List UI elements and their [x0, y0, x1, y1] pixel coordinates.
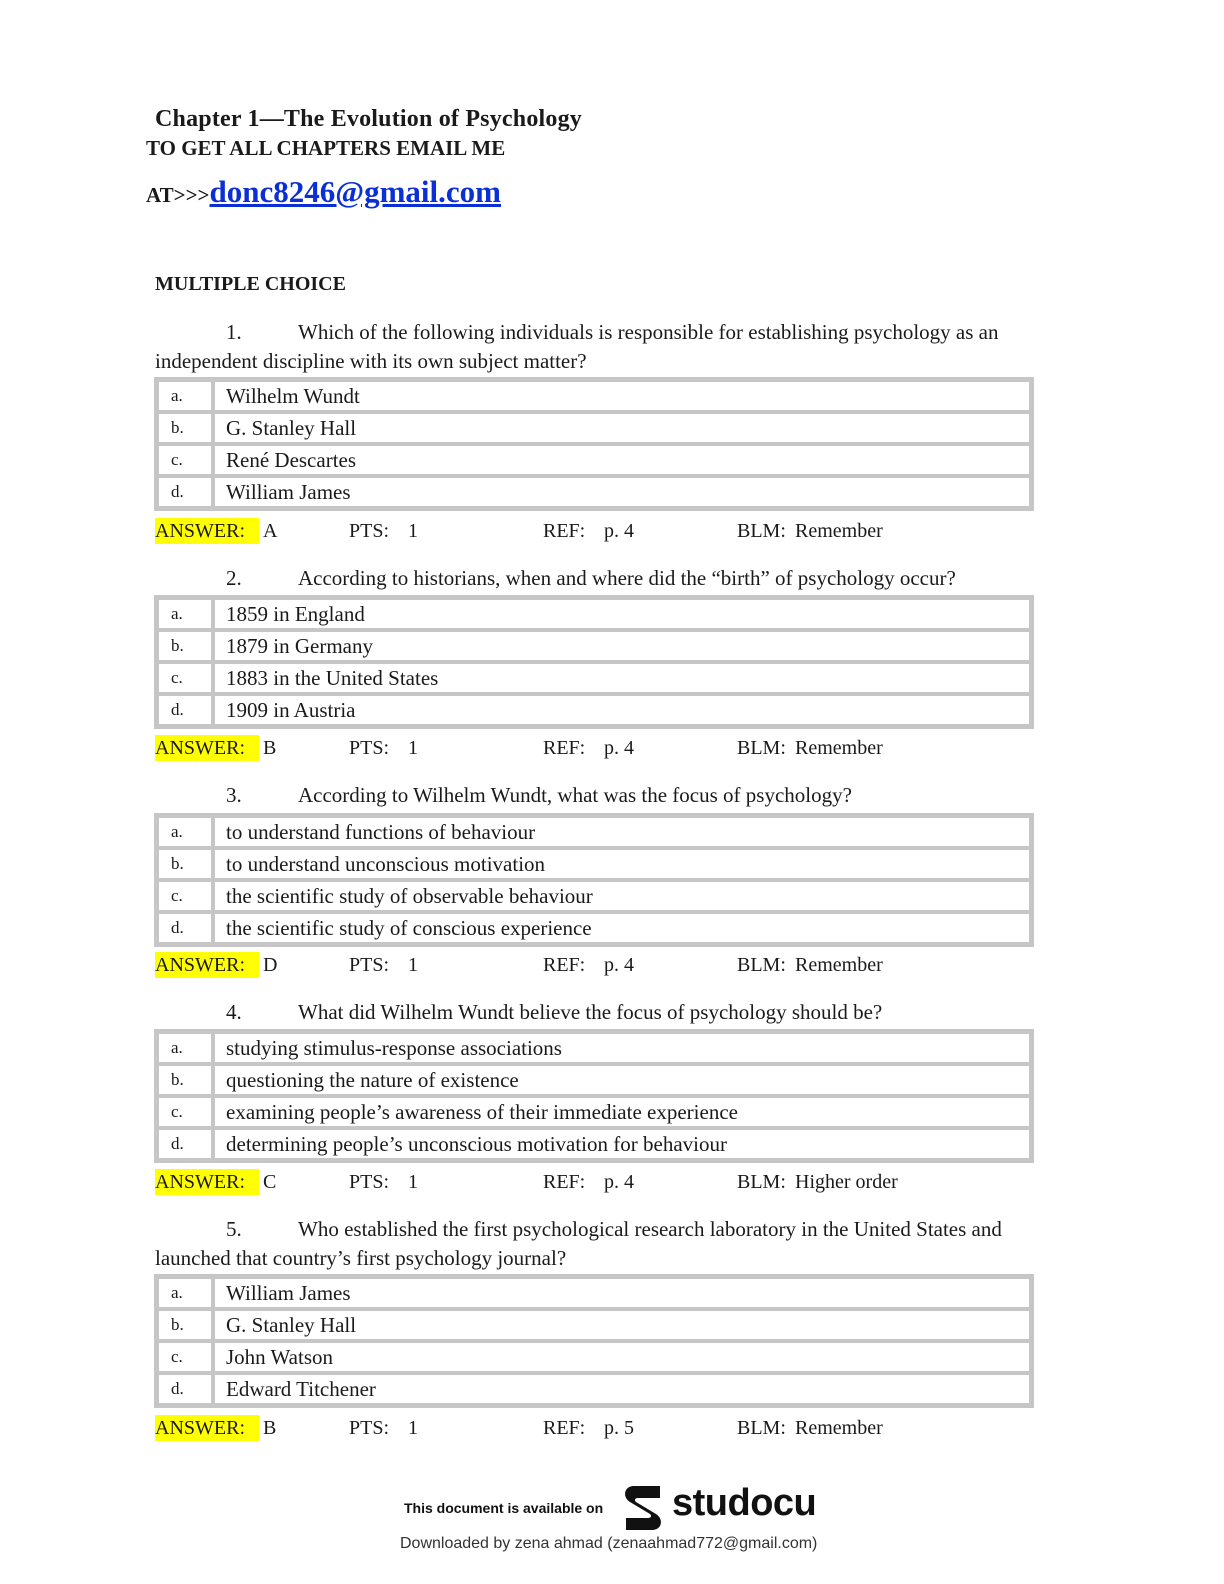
option-letter: a.	[157, 816, 213, 848]
option-text: René Descartes	[213, 444, 1031, 476]
answer-value: B	[263, 737, 277, 759]
ref-value: p. 5	[604, 1417, 634, 1439]
pts-label: PTS:	[349, 737, 390, 759]
option-text: the scientific study of observable behaviour	[213, 880, 1031, 912]
option-row[interactable]	[157, 694, 1031, 726]
pts-value: 1	[408, 1171, 418, 1193]
answer-value: C	[263, 1171, 277, 1193]
question-number: 4.	[226, 1000, 242, 1024]
section-heading: MULTIPLE CHOICE	[155, 273, 346, 295]
ref-value: p. 4	[604, 520, 634, 542]
option-row[interactable]	[157, 1032, 1031, 1064]
ref-label: REF:	[543, 737, 586, 759]
option-letter: c.	[157, 880, 213, 912]
option-row[interactable]	[157, 444, 1031, 476]
option-text: the scientific study of conscious experience	[213, 912, 1031, 944]
options-table-3	[154, 813, 1034, 947]
studocu-logo-icon[interactable]	[620, 1484, 666, 1532]
option-text: 1883 in the United States	[213, 662, 1031, 694]
blm-value: Remember	[795, 737, 883, 759]
question-2	[155, 564, 1035, 593]
pts-value: 1	[408, 520, 418, 542]
option-text: G. Stanley Hall	[213, 412, 1031, 444]
email-prefix: AT>>>	[146, 183, 210, 207]
studocu-brand[interactable]: studocu	[672, 1482, 817, 1524]
option-text: 1859 in England	[213, 598, 1031, 630]
ref-value: p. 4	[604, 1171, 634, 1193]
ref-label: REF:	[543, 1171, 586, 1193]
pts-label: PTS:	[349, 1171, 390, 1193]
email-line	[146, 174, 501, 210]
option-letter: d.	[157, 1128, 213, 1160]
option-row[interactable]	[157, 1064, 1031, 1096]
option-row[interactable]	[157, 476, 1031, 508]
pts-label: PTS:	[349, 954, 390, 976]
option-letter: c.	[157, 1096, 213, 1128]
options-table-1	[154, 377, 1034, 511]
option-text: John Watson	[213, 1341, 1031, 1373]
option-text: 1909 in Austria	[213, 694, 1031, 726]
pts-value: 1	[408, 737, 418, 759]
ref-label: REF:	[543, 954, 586, 976]
option-letter: a.	[157, 1277, 213, 1309]
question-number: 2.	[226, 566, 242, 590]
option-row[interactable]	[157, 598, 1031, 630]
answer-label: ANSWER:	[155, 518, 259, 544]
question-text: According to historians, when and where did the “birth” of psychology occur?	[298, 566, 956, 590]
blm-label: BLM:	[737, 954, 786, 976]
option-text: studying stimulus-response associations	[213, 1032, 1031, 1064]
option-letter: c.	[157, 444, 213, 476]
ref-label: REF:	[543, 520, 586, 542]
option-row[interactable]	[157, 848, 1031, 880]
question-1	[155, 318, 1035, 376]
question-number: 1.	[226, 320, 242, 344]
footer-downloaded-by: Downloaded by zena ahmad (zenaahmad772@gmail.com)	[400, 1535, 818, 1552]
footer-available-text: This document is available on	[404, 1500, 604, 1516]
option-row[interactable]	[157, 662, 1031, 694]
option-text: examining people’s awareness of their immediate experience	[213, 1096, 1031, 1128]
option-text: 1879 in Germany	[213, 630, 1031, 662]
option-text: to understand unconscious motivation	[213, 848, 1031, 880]
answer-value: A	[263, 520, 278, 542]
option-letter: b.	[157, 630, 213, 662]
question-3	[155, 781, 1035, 810]
option-letter: c.	[157, 662, 213, 694]
option-text: G. Stanley Hall	[213, 1309, 1031, 1341]
blm-label: BLM:	[737, 737, 786, 759]
blm-value: Higher order	[795, 1171, 898, 1193]
option-row[interactable]	[157, 1096, 1031, 1128]
option-letter: c.	[157, 1341, 213, 1373]
option-letter: d.	[157, 912, 213, 944]
blm-label: BLM:	[737, 1417, 786, 1439]
option-letter: d.	[157, 476, 213, 508]
option-row[interactable]	[157, 412, 1031, 444]
pts-value: 1	[408, 954, 418, 976]
question-text: What did Wilhelm Wundt believe the focus of psychology should be?	[298, 1000, 883, 1024]
option-row[interactable]	[157, 816, 1031, 848]
pts-value: 1	[408, 1417, 418, 1439]
option-row[interactable]	[157, 912, 1031, 944]
answer-label: ANSWER:	[155, 952, 259, 978]
option-row[interactable]	[157, 1373, 1031, 1405]
option-row[interactable]	[157, 1277, 1031, 1309]
answer-value: B	[263, 1417, 277, 1439]
option-letter: a.	[157, 380, 213, 412]
option-row[interactable]	[157, 1341, 1031, 1373]
options-table-2	[154, 595, 1034, 729]
option-row[interactable]	[157, 630, 1031, 662]
option-letter: a.	[157, 598, 213, 630]
pts-label: PTS:	[349, 1417, 390, 1439]
blm-value: Remember	[795, 520, 883, 542]
option-row[interactable]	[157, 880, 1031, 912]
pts-label: PTS:	[349, 520, 390, 542]
options-table-5	[154, 1274, 1034, 1408]
blm-value: Remember	[795, 954, 883, 976]
option-text: William James	[213, 1277, 1031, 1309]
option-text: William James	[213, 476, 1031, 508]
option-row[interactable]	[157, 1309, 1031, 1341]
option-text: determining people’s unconscious motivation for behaviour	[213, 1128, 1031, 1160]
option-letter: b.	[157, 412, 213, 444]
question-text: Which of the following individuals is responsible for establishing psychology as an independent discipline with its own subject matter?	[155, 320, 999, 373]
ref-label: REF:	[543, 1417, 586, 1439]
email-link[interactable]: donc8246@gmail.com	[209, 174, 501, 209]
question-number: 3.	[226, 783, 242, 807]
question-5	[155, 1215, 1035, 1273]
question-number: 5.	[226, 1217, 242, 1241]
ref-value: p. 4	[604, 737, 634, 759]
promo-line: TO GET ALL CHAPTERS EMAIL ME	[146, 136, 506, 160]
question-text: Who established the first psychological research laboratory in the United States and launched that country’s first psychology journal?	[155, 1217, 1002, 1270]
option-letter: a.	[157, 1032, 213, 1064]
blm-label: BLM:	[737, 1171, 786, 1193]
chapter-title: Chapter 1—The Evolution of Psychology	[155, 106, 582, 132]
option-letter: b.	[157, 848, 213, 880]
option-letter: b.	[157, 1064, 213, 1096]
options-table-4	[154, 1029, 1034, 1163]
option-text: Wilhelm Wundt	[213, 380, 1031, 412]
answer-label: ANSWER:	[155, 1169, 259, 1195]
option-row[interactable]	[157, 1128, 1031, 1160]
option-text: questioning the nature of existence	[213, 1064, 1031, 1096]
blm-value: Remember	[795, 1417, 883, 1439]
option-row[interactable]	[157, 380, 1031, 412]
question-4	[155, 998, 1035, 1027]
option-letter: d.	[157, 694, 213, 726]
option-letter: d.	[157, 1373, 213, 1405]
ref-value: p. 4	[604, 954, 634, 976]
option-letter: b.	[157, 1309, 213, 1341]
answer-label: ANSWER:	[155, 735, 259, 761]
option-text: Edward Titchener	[213, 1373, 1031, 1405]
answer-value: D	[263, 954, 278, 976]
blm-label: BLM:	[737, 520, 786, 542]
answer-label: ANSWER:	[155, 1415, 259, 1441]
option-text: to understand functions of behaviour	[213, 816, 1031, 848]
question-text: According to Wilhelm Wundt, what was the focus of psychology?	[298, 783, 852, 807]
